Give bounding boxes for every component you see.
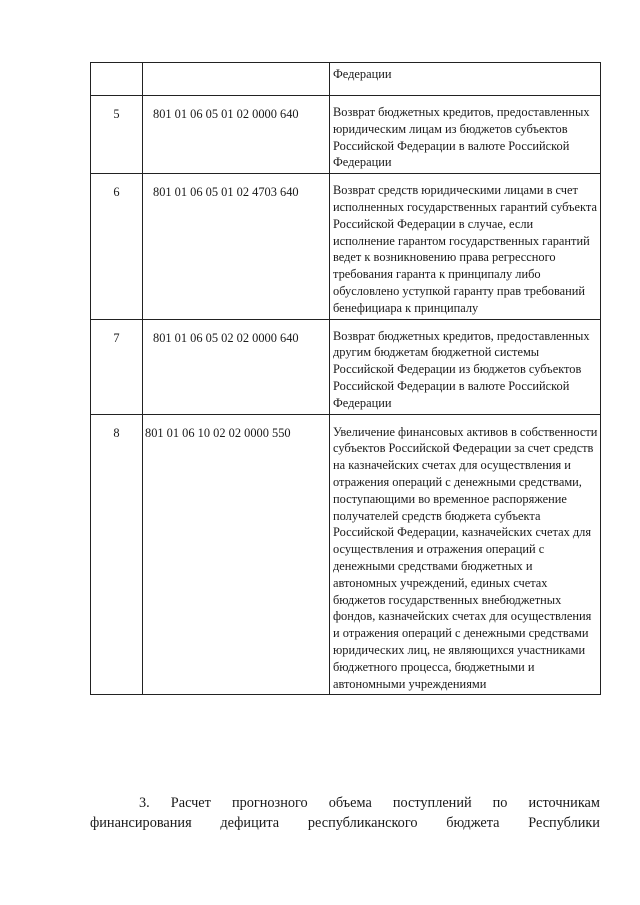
sources-table	[90, 62, 601, 695]
paragraph-word: Республики	[528, 815, 600, 831]
row-number-cell: 8	[91, 414, 143, 695]
budget-code-cell: 801 01 06 05 01 02 0000 640	[143, 96, 330, 174]
paragraph-word: прогнозного	[231, 795, 308, 811]
paragraph-word: объема	[328, 795, 372, 811]
paragraph-word: дефицита	[220, 815, 280, 831]
paragraph-line-1	[90, 793, 600, 813]
row-number-cell: 7	[91, 319, 143, 414]
source-name-cell: Возврат средств юридическими лицами в счет исполненных государственных гарантий субъекта Российской Федерации в случае, если исполнение гарантом государственных гарантий ведет к возникновению права регрессного требования гаранта к принципалу либо обусловлено уступкой гаранту прав требований бенефициара к принципалу	[330, 174, 601, 319]
table-row	[91, 96, 601, 174]
paragraph-word: источникам	[528, 795, 600, 811]
source-name-cell: Возврат бюджетных кредитов, предоставленных другим бюджетам бюджетной системы Российской Федерации из бюджетов субъектов Российской Федерации в валюте Российской Федерации	[330, 319, 601, 414]
row-number-cell: 6	[91, 174, 143, 319]
source-name-cell: Федерации	[330, 63, 601, 96]
budget-code-cell: 801 01 06 05 02 02 0000 640	[143, 319, 330, 414]
paragraph-word: бюджета	[446, 815, 500, 831]
table-row	[91, 319, 601, 414]
row-number-cell: 5	[91, 96, 143, 174]
paragraph-word: по	[492, 795, 508, 811]
budget-code-cell: 801 01 06 05 01 02 4703 640	[143, 174, 330, 319]
paragraph-word: поступлений	[392, 795, 472, 811]
paragraph-line-2	[90, 813, 600, 833]
paragraph-word: республиканского	[307, 815, 418, 831]
row-number-cell	[91, 63, 143, 96]
table-row-continuation	[91, 63, 601, 96]
paragraph-word: Расчет	[170, 795, 211, 811]
table-row	[91, 174, 601, 319]
paragraph-word: 3.	[139, 795, 150, 811]
source-name-cell: Возврат бюджетных кредитов, предоставленных юридическим лицам из бюджетов субъектов Российской Федерации в валюте Российской Федерации	[330, 96, 601, 174]
budget-code-cell	[143, 63, 330, 96]
paragraph-word: финансирования	[90, 815, 192, 831]
budget-code-cell: 801 01 06 10 02 02 0000 550	[143, 414, 330, 695]
source-name-cell: Увеличение финансовых активов в собственности субъектов Российской Федерации за счет средств на казначейских счетах для осуществления и отражения операций с денежными средствами, поступающими во временное распоряжение получателей средств бюджета субъекта Российской Федерации, казначейских счетах для осуществления и отражения операций с денежными средствами бюджетных и автономных учреждений, единых счетах бюджетов государственных внебюджетных фондов, казначейских счетах для осуществления и отражения операций с денежными средствами юридических лиц, не являющихся участниками бюджетного процесса, бюджетными и автономными учреждениями	[330, 414, 601, 695]
table-row	[91, 414, 601, 695]
section-3-paragraph	[90, 793, 600, 833]
